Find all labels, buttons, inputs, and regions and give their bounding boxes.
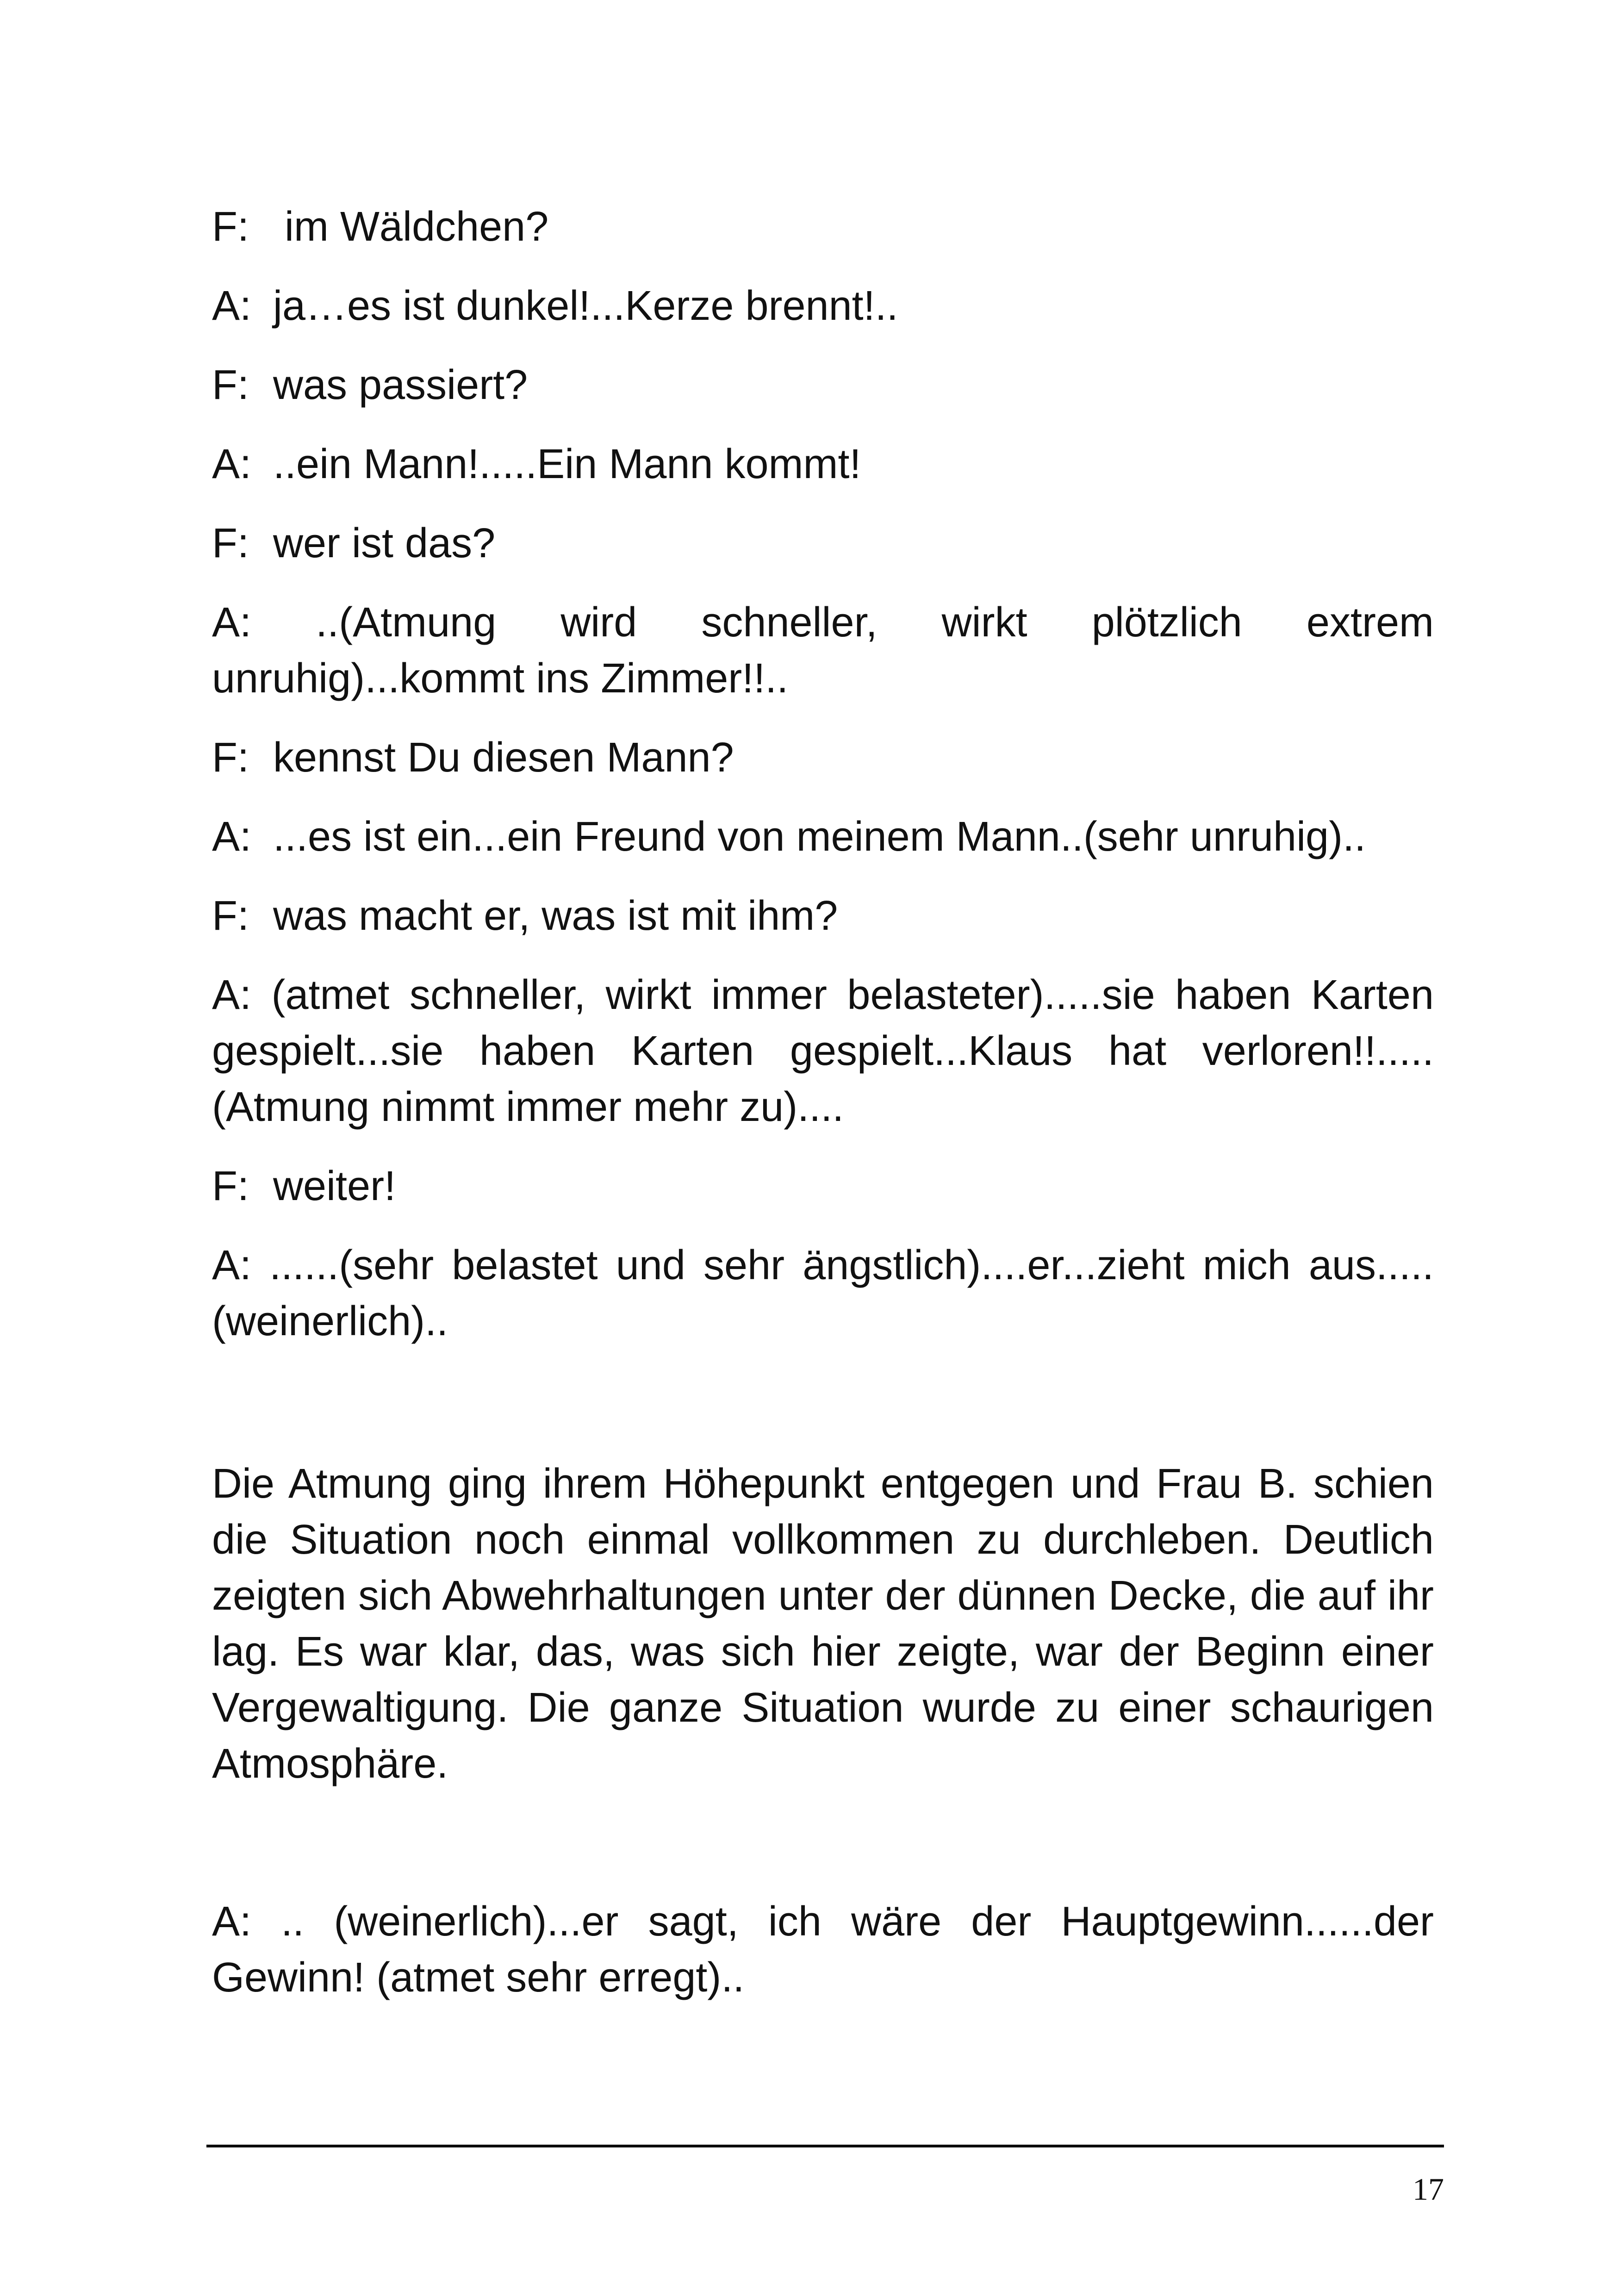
speaker-label: F:: [212, 1163, 249, 1209]
utterance-text: was passiert?: [273, 362, 528, 408]
utterance-text: ...es ist ein...ein Freund von meinem Mann..(sehr unruhig)..: [273, 814, 1366, 860]
speaker-label: F:: [212, 734, 249, 781]
dialogue-line: [212, 278, 1434, 334]
dialogue-paragraph: A: .. (weinerlich)...er sagt, ich wäre der Hauptgewinn......der Gewinn! (atmet sehr erregt)..: [212, 1898, 1434, 2001]
speaker-label: F:: [212, 520, 249, 566]
dialogue-line: [212, 888, 1434, 944]
narrative-paragraph: Die Atmung ging ihrem Höhepunkt entgegen und Frau B. schien die Situation noch einmal vollkommen zu durchleben. Deutlich zeigten sich Abwehrhaltungen unter der dünnen Decke, die auf ihr lag. Es war klar, das, was sich hier zeigte, war der Beginn einer Vergewaltigung. Die ganze Situation wurde zu einer schaurigen Atmosphäre.: [212, 1461, 1434, 1787]
speaker-label: F:: [212, 204, 249, 250]
speaker-label: A:: [212, 814, 252, 860]
section-gap: [212, 1815, 1434, 1894]
dialogue-paragraph: A: ......(sehr belastet und sehr ängstlich)....er...zieht mich aus.....(weinerlich)..: [212, 1242, 1434, 1344]
dialogue-line: [212, 436, 1434, 492]
utterance-text: ..ein Mann!.....Ein Mann kommt!: [273, 441, 861, 487]
utterance-text: ja…es ist dunkel!...Kerze brennt!..: [273, 283, 898, 329]
dialogue-line: [212, 1158, 1434, 1214]
page-number: 17: [1413, 2172, 1444, 2207]
dialogue-paragraph: A: (atmet schneller, wirkt immer belasteter).....sie haben Karten gespielt...sie haben Karten gespielt...Klaus hat verloren!!..... (Atmung nimmt immer mehr zu)....: [212, 972, 1434, 1130]
dialogue-line: [212, 357, 1434, 413]
dialogue-paragraph: A: ..(Atmung wird schneller, wirkt plötzlich extrem unruhig)...kommt ins Zimmer!!..: [212, 599, 1434, 702]
speaker-label: A:: [212, 283, 252, 329]
dialogue-line: [212, 730, 1434, 786]
speaker-label: F:: [212, 893, 249, 939]
utterance-text: wer ist das?: [273, 520, 496, 566]
utterance-text: weiter!: [273, 1163, 396, 1209]
section-gap: [212, 1373, 1434, 1456]
dialogue-line: [212, 516, 1434, 572]
footer-divider: [206, 2145, 1444, 2147]
utterance-text: was macht er, was ist mit ihm?: [273, 893, 838, 939]
speaker-label: F:: [212, 362, 249, 408]
utterance-text: im Wäldchen?: [273, 204, 549, 250]
speaker-label: A:: [212, 441, 252, 487]
dialogue-line: [212, 199, 1434, 255]
dialogue-line: [212, 809, 1434, 865]
page-body: [212, 199, 1434, 2029]
utterance-text: kennst Du diesen Mann?: [273, 734, 734, 781]
